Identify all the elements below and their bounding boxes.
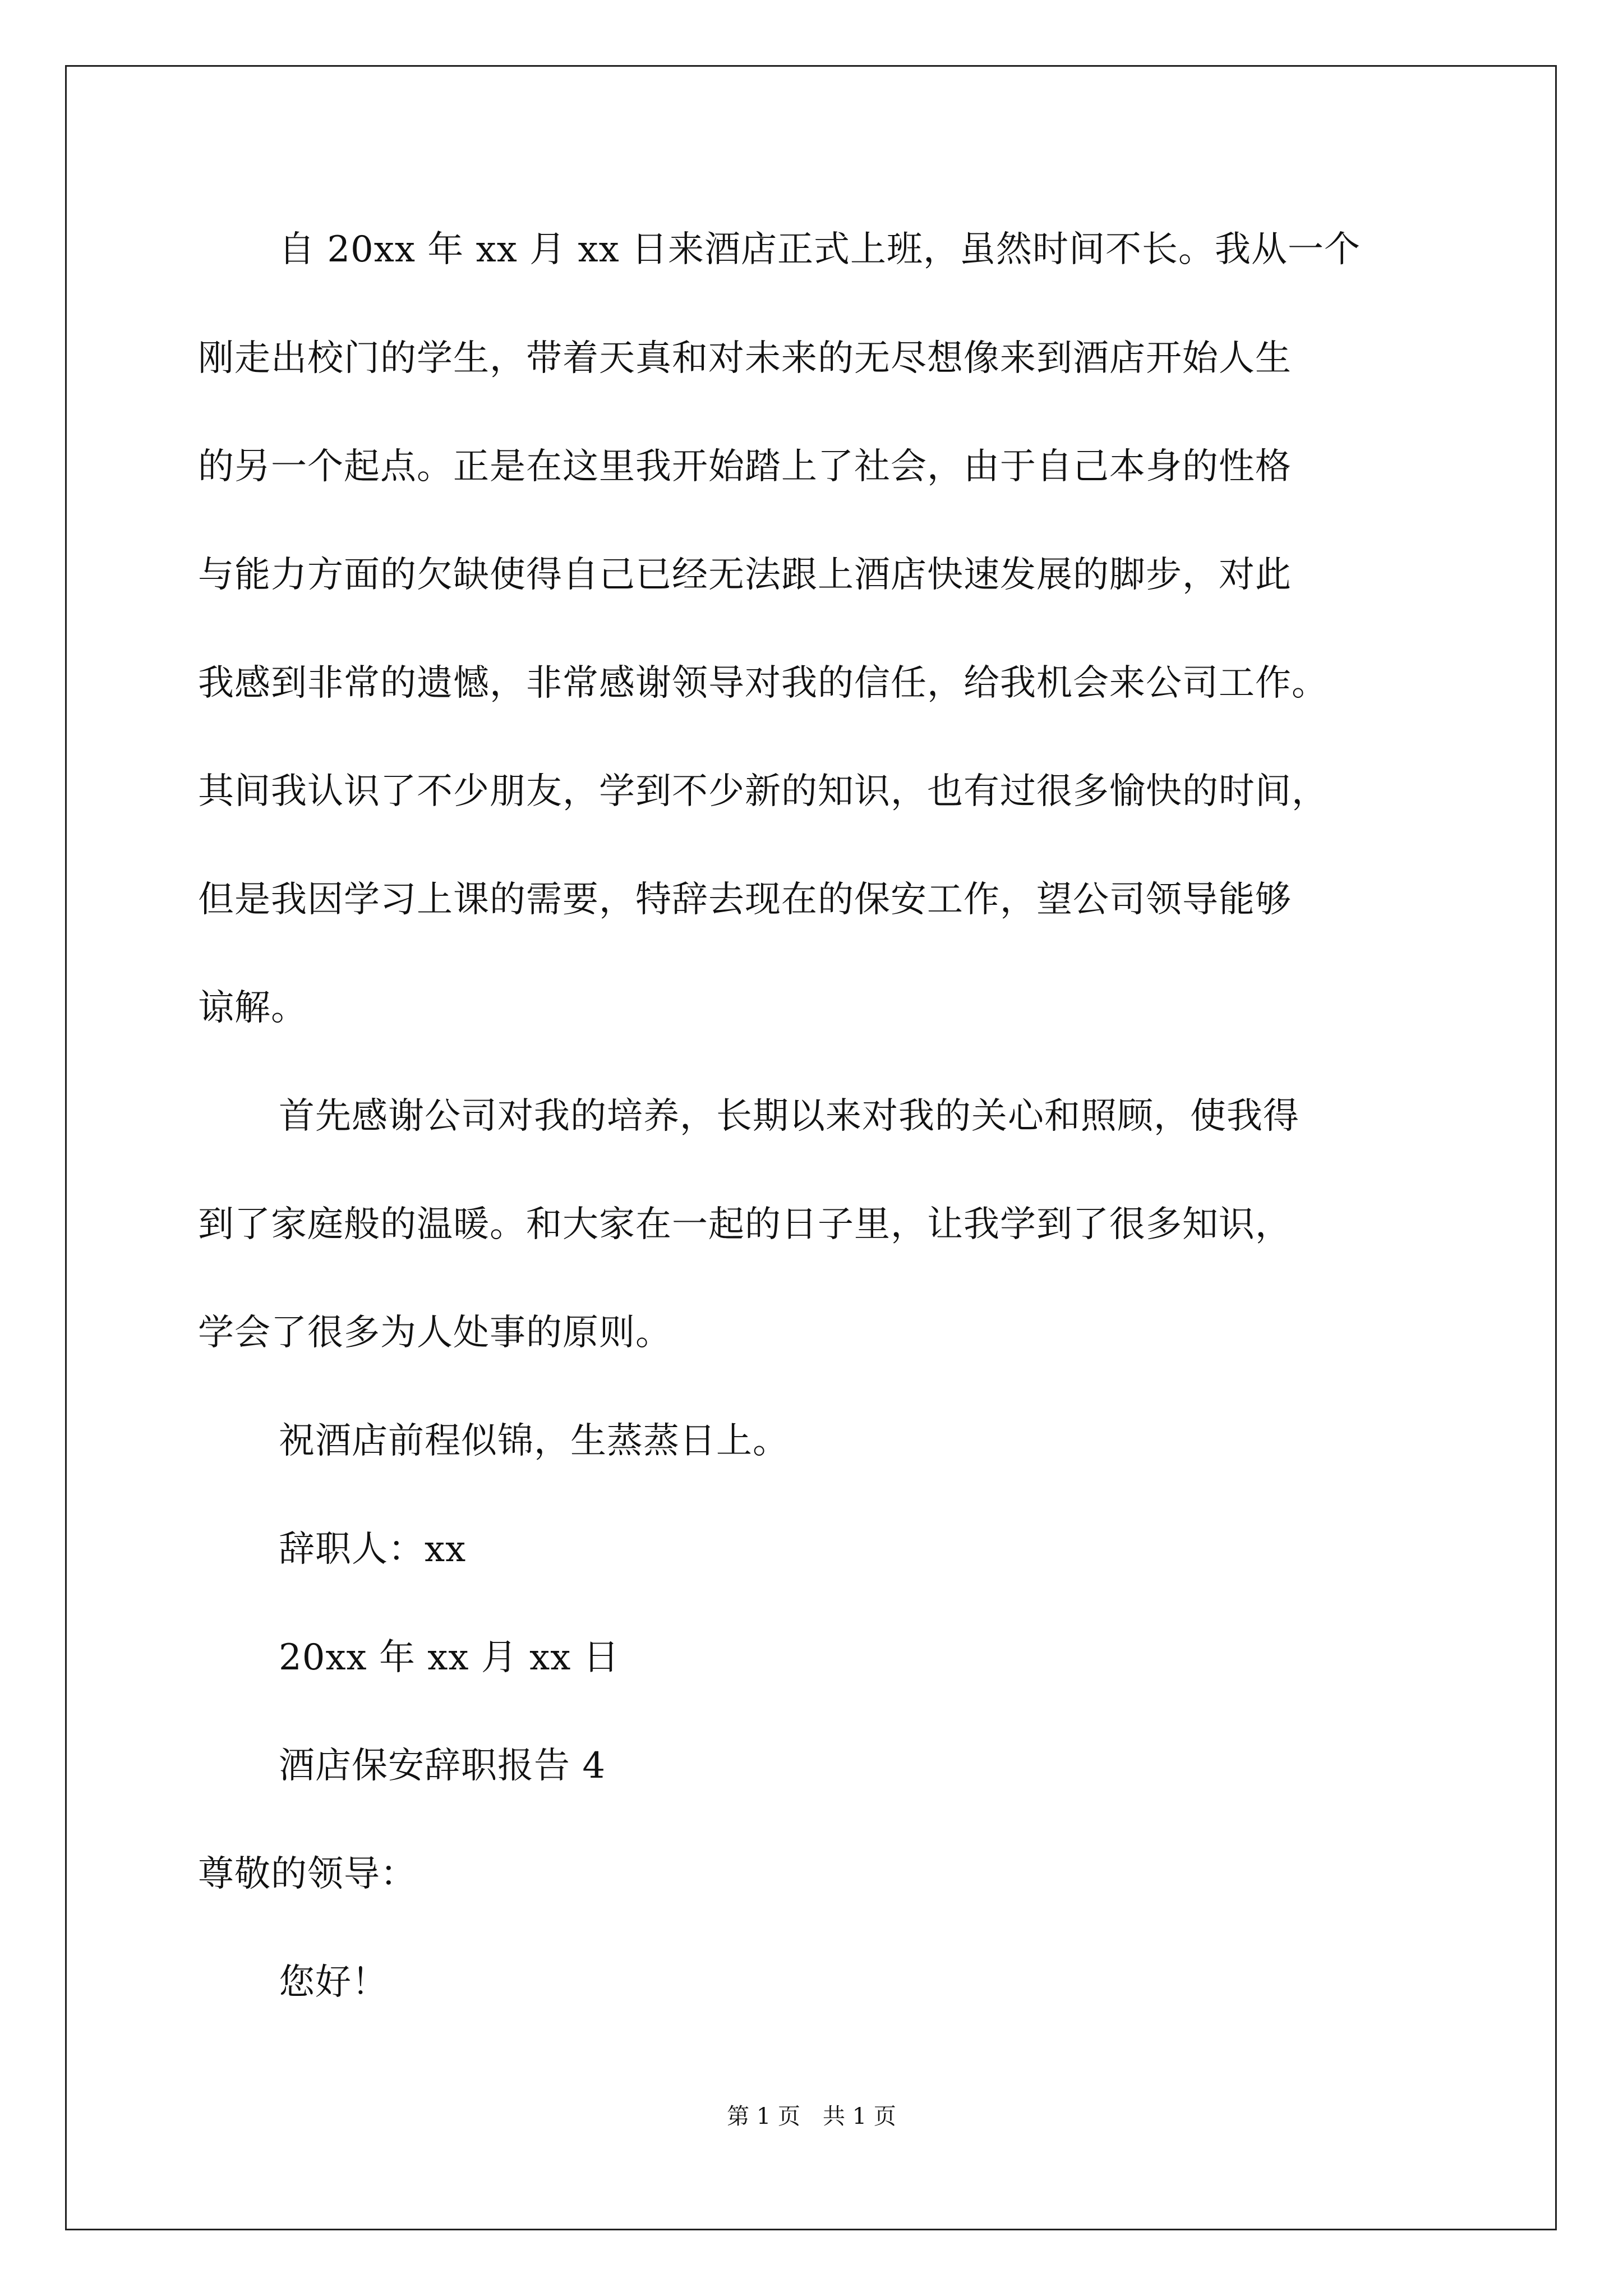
paragraph-1-line-8: 谅解。 (198, 987, 307, 1029)
signature-name: 辞职人：xx (279, 1529, 467, 1570)
paragraph-1-line-2: 刚走出校门的学生，带着天真和对未来的无尽想像来到酒店开始人生 (198, 338, 1292, 379)
paragraph-1-line-1: 自 20xx 年 xx 月 xx 日来酒店正式上班，虽然时间不长。我从一个 (279, 229, 1361, 270)
paragraph-2-line-1: 首先感谢公司对我的培养，长期以来对我的关心和照顾，使我得 (279, 1096, 1299, 1137)
paragraph-1-line-7: 但是我因学习上课的需要，特辞去现在的保安工作，望公司领导能够 (198, 879, 1292, 921)
paragraph-1-line-4: 与能力方面的欠缺使得自己已经无法跟上酒店快速发展的脚步，对此 (198, 554, 1292, 596)
page-number-footer: 第 1 页 共 1 页 (727, 2104, 896, 2129)
paragraph-1-line-3: 的另一个起点。正是在这里我开始踏上了社会，由于自己本身的性格 (198, 446, 1292, 487)
salutation: 尊敬的领导： (198, 1853, 417, 1895)
paragraph-1-line-6: 其间我认识了不少朋友，学到不少新的知识，也有过很多愉快的时间， (198, 771, 1328, 812)
paragraph-2-line-2: 到了家庭般的温暖。和大家在一起的日子里，让我学到了很多知识， (198, 1204, 1292, 1245)
paragraph-2-line-3: 学会了很多为人处事的原则。 (198, 1312, 672, 1354)
page-border (65, 65, 1557, 2230)
signature-date: 20xx 年 xx 月 xx 日 (279, 1637, 620, 1678)
paragraph-1-line-5: 我感到非常的遗憾，非常感谢领导对我的信任，给我机会来公司工作。 (198, 662, 1328, 704)
section-title: 酒店保安辞职报告 4 (279, 1745, 606, 1787)
closing-wish: 祝酒店前程似锦，生蒸蒸日上。 (279, 1420, 789, 1462)
greeting: 您好！ (279, 1962, 388, 2003)
